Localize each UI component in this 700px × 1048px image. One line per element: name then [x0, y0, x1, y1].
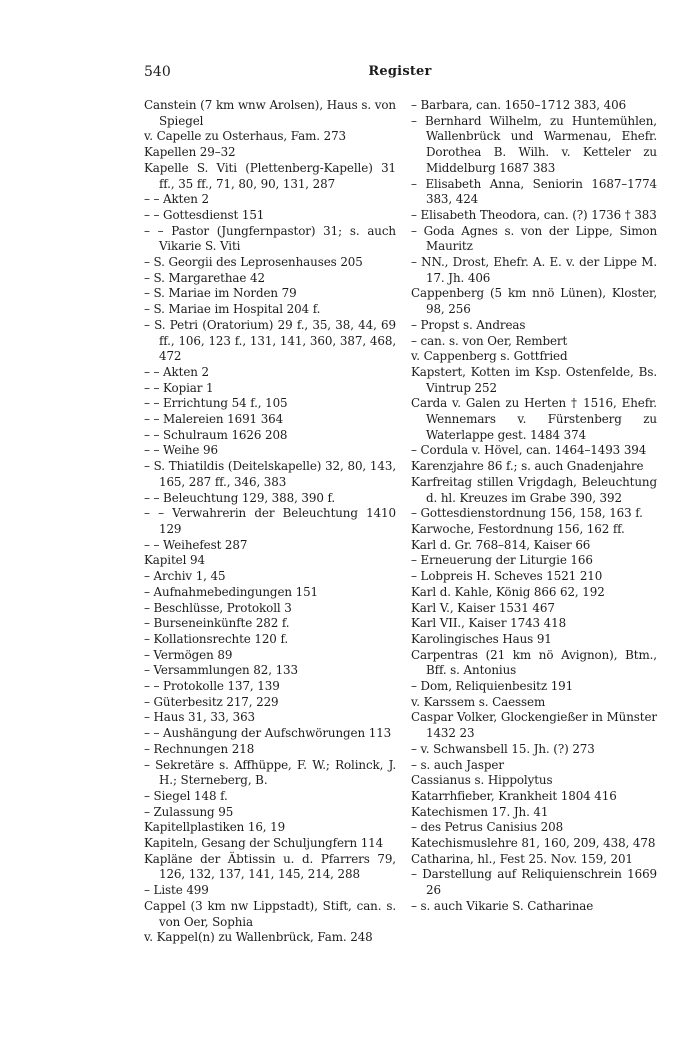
- index-entry: Kapitellplastiken 16, 19: [144, 820, 286, 835]
- index-entry: – Kollationsrechte 120 f.: [144, 631, 289, 646]
- index-entry: – S. Mariae im Norden 79: [144, 286, 297, 301]
- index-entry: – Versammlungen 82, 133: [144, 663, 298, 678]
- index-entry: Cassianus s. Hippolytus: [411, 773, 553, 788]
- index-entry: Kapstert, Kotten im Ksp. Ostenfelde, Bs. Vintrup 252: [411, 364, 657, 395]
- index-entry: – Archiv 1, 45: [144, 569, 226, 584]
- index-entry: Carpentras (21 km nö Avignon), Btm., Bff. s. Antonius: [411, 647, 657, 678]
- index-entry: – – Beleuchtung 129, 388, 390 f.: [144, 490, 336, 505]
- index-entry: – S. Mariae im Hospital 204 f.: [144, 302, 321, 317]
- index-entry: – Barbara, can. 1650–1712 383, 406: [411, 98, 627, 112]
- index-entry: – can. s. von Oer, Rembert: [411, 333, 568, 348]
- index-entry: – Siegel 148 f.: [144, 788, 228, 803]
- index-entry: Karl d. Kahle, König 866 62, 192: [411, 584, 605, 599]
- index-entry: – des Petrus Canisius 208: [411, 820, 564, 835]
- index-entry: Carda v. Galen zu Herten † 1516, Ehefr. Wennemars v. Fürstenberg zu Waterlappe gest. 1484 374: [411, 396, 657, 442]
- index-entry: Karfreitag stillen Vrigdagh, Beleuchtung d. hl. Kreuzes im Grabe 390, 392: [411, 474, 657, 505]
- index-entry: – Dom, Reliquienbesitz 191: [411, 679, 574, 694]
- index-entry: – s. auch Jasper: [411, 757, 504, 772]
- index-entry: Katechismen 17. Jh. 41: [411, 804, 549, 819]
- index-entry: Canstein (7 km wnw Arolsen), Haus s. von Spiegel: [144, 98, 396, 128]
- index-entry: Katarrhfieber, Krankheit 1804 416: [411, 788, 617, 803]
- index-entry: – Erneuerung der Liturgie 166: [411, 553, 593, 568]
- index-entry: – Lobpreis H. Scheves 1521 210: [411, 569, 603, 584]
- index-entry: – Gottesdienstordnung 156, 158, 163 f.: [411, 506, 643, 521]
- index-entry: – Goda Agnes s. von der Lippe, Simon Mauritz: [411, 223, 657, 254]
- index-entry: – – Verwahrerin der Beleuchtung 1410 129: [144, 506, 396, 536]
- index-entry: – Burseneinkünfte 282 f.: [144, 616, 290, 631]
- index-entry: v. Cappenberg s. Gottfried: [411, 349, 568, 364]
- index-entry: Cappel (3 km nw Lippstadt), Stift, can. s. von Oer, Sophia: [144, 898, 396, 929]
- index-entry: – – Akten 2: [144, 364, 209, 379]
- index-entry: Karl d. Gr. 768–814, Kaiser 66: [411, 537, 591, 552]
- index-entry: Caspar Volker, Glockengießer in Münster 1432 23: [411, 710, 657, 741]
- index-entry: Cappenberg (5 km nnö Lünen), Kloster, 98, 256: [411, 286, 657, 317]
- index-entry: – Aufnahmebedingungen 151: [144, 584, 319, 599]
- index-entry: – – Protokolle 137, 139: [144, 679, 280, 694]
- index-entry: – Elisabeth Anna, Seniorin 1687–1774 383, 424: [411, 176, 657, 207]
- index-entry: Catharina, hl., Fest 25. Nov. 159, 201: [411, 851, 633, 866]
- index-entry: Katechismuslehre 81, 160, 209, 438, 478: [411, 836, 656, 851]
- index-entry: – – Akten 2: [144, 192, 209, 207]
- index-entry: – – Aushängung der Aufschwörungen 113: [144, 726, 392, 741]
- index-entry: – s. auch Vikarie S. Catharinae: [411, 898, 594, 913]
- page-number: 540: [144, 64, 171, 80]
- index-entry: Kapiteln, Gesang der Schuljungfern 114: [144, 836, 384, 851]
- index-entry: – Cordula v. Hövel, can. 1464–1493 394: [411, 443, 647, 458]
- index-entry: – Haus 31, 33, 363: [144, 710, 255, 725]
- index-entry: – Sekretäre s. Affhüppe, F. W.; Rolinck, J. H.; Sterneberg, B.: [144, 757, 396, 788]
- index-entry: v. Kappel(n) zu Wallenbrück, Fam. 248: [144, 930, 373, 945]
- index-entry: – Rechnungen 218: [144, 741, 255, 756]
- page-header: [144, 64, 656, 86]
- index-entry: Karl VII., Kaiser 1743 418: [411, 616, 567, 631]
- index-entry: Kapellen 29–32: [144, 145, 236, 160]
- index-column-left: [144, 98, 396, 946]
- index-entry: – Elisabeth Theodora, can. (?) 1736 † 383: [411, 207, 657, 222]
- index-entry: – – Gottesdienst 151: [144, 207, 265, 222]
- index-column-right: [411, 98, 657, 915]
- index-entry: – – Pastor (Jungfernpastor) 31; s. auch Vikarie S. Viti: [144, 223, 396, 254]
- index-entry: v. Capelle zu Osterhaus, Fam. 273: [144, 129, 347, 144]
- index-entry: – S. Margarethae 42: [144, 270, 265, 285]
- index-entry: Kapelle S. Viti (Plettenberg-Kapelle) 31 ff., 35 ff., 71, 80, 90, 131, 287: [144, 160, 396, 191]
- index-entry: – S. Georgii des Leprosenhauses 205: [144, 255, 363, 270]
- index-entry: Kapitel 94: [144, 553, 205, 568]
- index-entry: – S. Thiatildis (Deitelskapelle) 32, 80, 143, 165, 287 ff., 346, 383: [144, 459, 396, 489]
- index-entry: – Zulassung 95: [144, 804, 234, 819]
- index-entry: Kapläne der Äbtissin u. d. Pfarrers 79, 126, 132, 137, 141, 145, 214, 288: [144, 851, 396, 882]
- index-entry: – – Errichtung 54 f., 105: [144, 396, 288, 411]
- index-entry: v. Karssem s. Caessem: [411, 694, 546, 709]
- index-entry: Karwoche, Festordnung 156, 162 ff.: [411, 521, 625, 536]
- index-entry: – Darstellung auf Reliquienschrein 1669 26: [411, 867, 657, 898]
- index-entry: – Güterbesitz 217, 229: [144, 694, 279, 709]
- index-entry: Karenzjahre 86 f.; s. auch Gnadenjahre: [411, 459, 644, 474]
- index-entry: – – Schulraum 1626 208: [144, 427, 288, 442]
- index-entry: Karl V., Kaiser 1531 467: [411, 600, 555, 615]
- index-entry: – – Weihe 96: [144, 443, 218, 458]
- index-entry: – Beschlüsse, Protokoll 3: [144, 600, 292, 615]
- index-entry: – – Kopiar 1: [144, 380, 214, 395]
- index-entry: – Liste 499: [144, 883, 209, 898]
- index-entry: – Propst s. Andreas: [411, 317, 526, 332]
- index-entry: Karolingisches Haus 91: [411, 631, 552, 646]
- index-entry: – v. Schwansbell 15. Jh. (?) 273: [411, 741, 595, 756]
- index-entry: – – Malereien 1691 364: [144, 412, 284, 427]
- index-entry: – Vermögen 89: [144, 647, 233, 662]
- index-entry: – Bernhard Wilhelm, zu Huntemühlen, Wallenbrück und Warmenau, Ehefr. Dorothea B. Wilh. v. Ketteler zu Middelburg 1687 383: [411, 113, 657, 175]
- index-entry: – S. Petri (Oratorium) 29 f., 35, 38, 44, 69 ff., 106, 123 f., 131, 141, 360, 387, 468, 472: [144, 317, 396, 364]
- index-entry: – – Weihefest 287: [144, 537, 248, 552]
- index-entry: – NN., Drost, Ehefr. A. E. v. der Lippe M. 17. Jh. 406: [411, 255, 657, 285]
- running-head: Register: [368, 64, 432, 79]
